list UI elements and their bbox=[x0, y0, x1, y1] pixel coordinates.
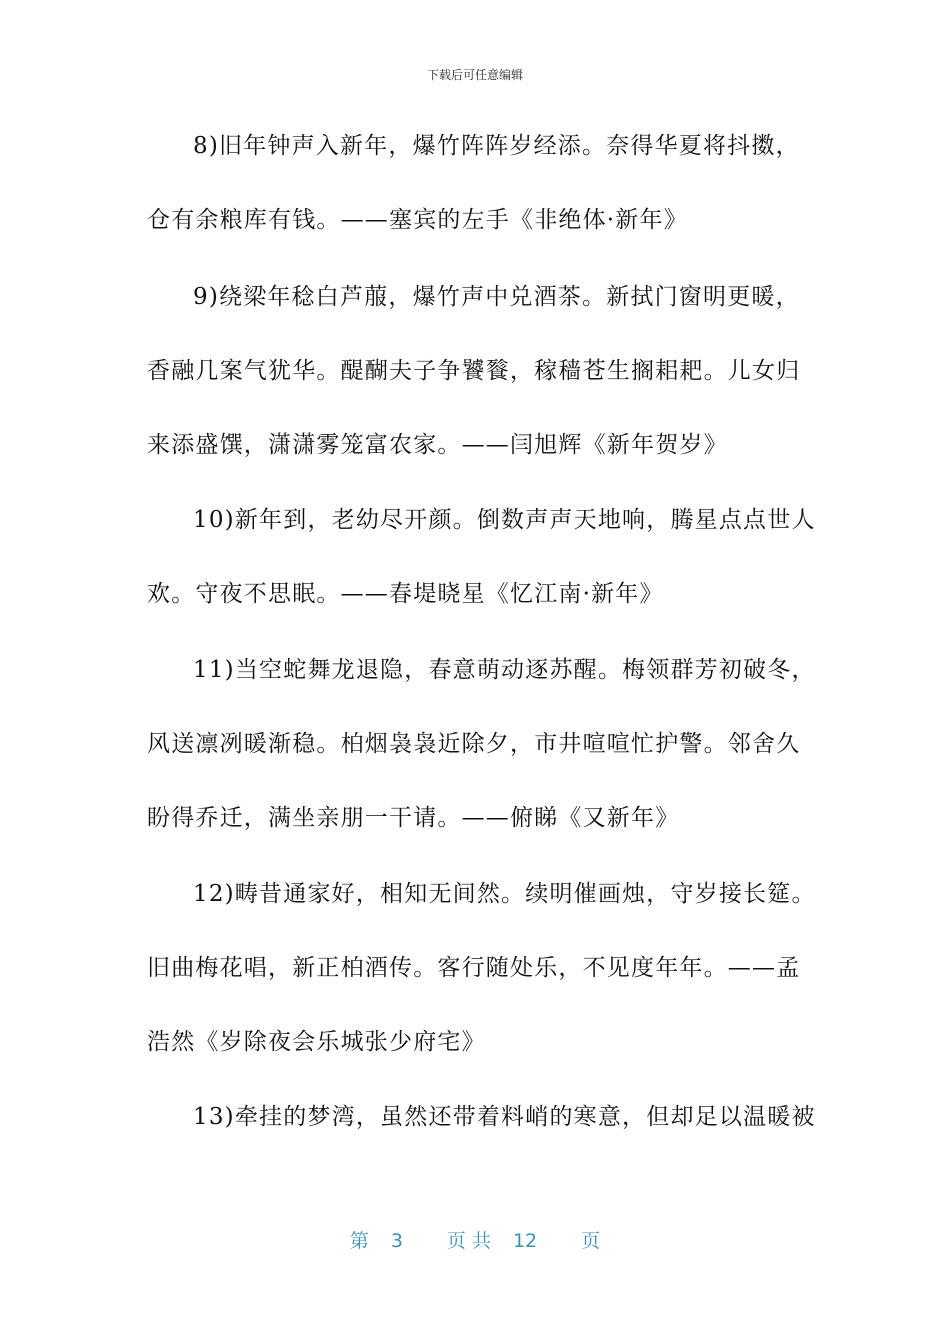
poem-13-line-1: 13)牵挂的梦湾，虽然还带着料峭的寒意，但却足以温暖被 bbox=[193, 1104, 816, 1130]
footer-page-suffix: 页 bbox=[581, 1230, 601, 1252]
poem-11-line-3: 盼得乔迁，满坐亲朋一干请。——俯睇《又新年》 bbox=[147, 805, 680, 831]
footer-total-label: 页 共 bbox=[446, 1230, 491, 1252]
page-number-footer bbox=[0, 1226, 950, 1253]
poem-9-line-2: 香融几案气犹华。醍醐夫子争饕餮，稼穑苍生搁耜耙。儿女归 bbox=[147, 358, 801, 384]
footer-total-pages: 12 bbox=[512, 1230, 538, 1252]
poem-11-line-1: 11)当空蛇舞龙退隐，春意萌动逐苏醒。梅领群芳初破冬， bbox=[193, 657, 816, 683]
poem-8-line-2: 仓有余粮库有钱。——塞宾的左手《非绝体·新年》 bbox=[147, 207, 688, 233]
poem-10-line-2: 欢。守夜不思眠。——春堤晓星《忆江南·新年》 bbox=[147, 581, 664, 607]
page-header: 下载后可任意编辑 bbox=[426, 68, 523, 82]
poem-9-line-3: 来添盛馔，潇潇雾笼富农家。——闫旭辉《新年贺岁》 bbox=[147, 432, 728, 458]
poem-12-line-3: 浩然《岁除夜会乐城张少府宅》 bbox=[147, 1029, 486, 1055]
poem-12-line-1: 12)畴昔通家好，相知无间然。续明催画烛，守岁接长筵。 bbox=[193, 881, 816, 907]
footer-current-page: 3 bbox=[390, 1230, 403, 1252]
poem-12-line-2: 旧曲梅花唱，新正柏酒传。客行随处乐，不见度年年。——孟 bbox=[147, 955, 801, 981]
poem-11-line-2: 风送凛冽暖渐稳。柏烟袅袅近除夕，市井喧喧忙护警。邻舍久 bbox=[147, 731, 801, 757]
poem-9-line-1: 9)绕梁年稔白芦菔，爆竹声中兑酒茶。新拭门窗明更暖， bbox=[193, 284, 800, 310]
poem-10-line-1: 10)新年到，老幼尽开颜。倒数声声天地响，腾星点点世人 bbox=[193, 507, 816, 533]
footer-page-label: 第 bbox=[349, 1230, 369, 1252]
poem-8-line-1: 8)旧年钟声入新年，爆竹阵阵岁经添。奈得华夏将抖擞， bbox=[193, 133, 800, 159]
